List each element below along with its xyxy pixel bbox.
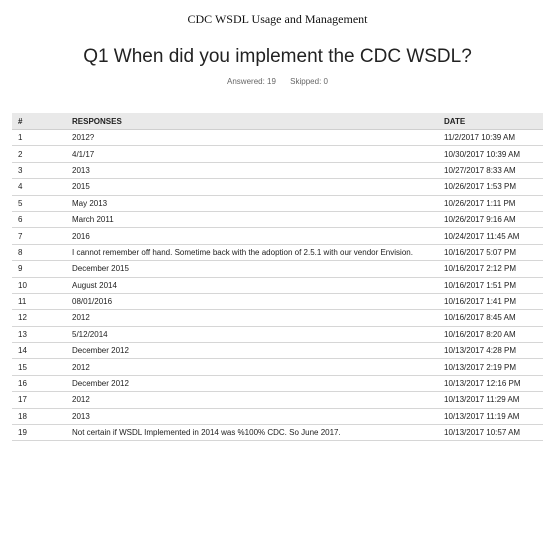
row-response: Not certain if WSDL Implemented in 2014 was %100% CDC. So June 2017. [66, 425, 438, 441]
table-row [12, 359, 543, 375]
row-date: 10/26/2017 1:11 PM [438, 195, 543, 211]
row-number: 19 [12, 425, 66, 441]
row-response: March 2011 [66, 211, 438, 227]
row-response: 2012? [66, 130, 438, 146]
table-row [12, 244, 543, 260]
table-row [12, 146, 543, 162]
row-response: 2015 [66, 179, 438, 195]
row-number: 4 [12, 179, 66, 195]
skipped-count: Skipped: 0 [290, 77, 328, 86]
table-row [12, 375, 543, 391]
row-response: December 2012 [66, 375, 438, 391]
table-row [12, 293, 543, 309]
row-response: I cannot remember off hand. Sometime back with the adoption of 2.5.1 with our vendor Envision. [66, 244, 438, 260]
row-number: 5 [12, 195, 66, 211]
row-number: 17 [12, 392, 66, 408]
row-number: 1 [12, 130, 66, 146]
row-response: 2012 [66, 392, 438, 408]
row-date: 10/26/2017 9:16 AM [438, 211, 543, 227]
row-date: 10/16/2017 8:45 AM [438, 310, 543, 326]
row-number: 8 [12, 244, 66, 260]
row-number: 16 [12, 375, 66, 391]
row-number: 13 [12, 326, 66, 342]
table-row [12, 277, 543, 293]
row-date: 10/16/2017 5:07 PM [438, 244, 543, 260]
row-response: 2016 [66, 228, 438, 244]
row-date: 10/24/2017 11:45 AM [438, 228, 543, 244]
row-date: 10/13/2017 12:16 PM [438, 375, 543, 391]
row-response: 4/1/17 [66, 146, 438, 162]
header-num: # [12, 113, 66, 130]
row-number: 14 [12, 343, 66, 359]
table-row [12, 211, 543, 227]
row-date: 10/27/2017 8:33 AM [438, 162, 543, 178]
row-date: 10/16/2017 1:51 PM [438, 277, 543, 293]
header-date: DATE [438, 113, 543, 130]
table-row [12, 343, 543, 359]
row-date: 10/30/2017 10:39 AM [438, 146, 543, 162]
document-title: CDC WSDL Usage and Management [187, 12, 368, 26]
row-date: 11/2/2017 10:39 AM [438, 130, 543, 146]
table-row [12, 162, 543, 178]
row-date: 10/13/2017 11:29 AM [438, 392, 543, 408]
row-response: 2013 [66, 162, 438, 178]
row-date: 10/13/2017 2:19 PM [438, 359, 543, 375]
row-number: 7 [12, 228, 66, 244]
row-response: 5/12/2014 [66, 326, 438, 342]
table-row [12, 130, 543, 146]
table-row [12, 425, 543, 441]
header-responses: RESPONSES [66, 113, 438, 130]
row-number: 10 [12, 277, 66, 293]
table-header-row [12, 113, 543, 130]
table-row [12, 326, 543, 342]
row-date: 10/13/2017 4:28 PM [438, 343, 543, 359]
row-response: 08/01/2016 [66, 293, 438, 309]
table-row [12, 310, 543, 326]
table-row [12, 195, 543, 211]
answered-count: Answered: 19 [227, 77, 276, 86]
row-response: December 2012 [66, 343, 438, 359]
row-date: 10/16/2017 2:12 PM [438, 261, 543, 277]
question-title: Q1 When did you implement the CDC WSDL? [83, 46, 472, 67]
row-response: 2012 [66, 310, 438, 326]
row-response: May 2013 [66, 195, 438, 211]
row-number: 2 [12, 146, 66, 162]
row-response: 2013 [66, 408, 438, 424]
row-number: 6 [12, 211, 66, 227]
row-number: 18 [12, 408, 66, 424]
row-number: 11 [12, 293, 66, 309]
row-response: December 2015 [66, 261, 438, 277]
row-date: 10/16/2017 8:20 AM [438, 326, 543, 342]
question-stats [0, 77, 555, 86]
table-row [12, 408, 543, 424]
table-row [12, 392, 543, 408]
table-row [12, 179, 543, 195]
table-row [12, 261, 543, 277]
table-row [12, 228, 543, 244]
row-date: 10/13/2017 10:57 AM [438, 425, 543, 441]
row-date: 10/16/2017 1:41 PM [438, 293, 543, 309]
row-response: August 2014 [66, 277, 438, 293]
row-number: 12 [12, 310, 66, 326]
row-number: 15 [12, 359, 66, 375]
row-date: 10/26/2017 1:53 PM [438, 179, 543, 195]
row-date: 10/13/2017 11:19 AM [438, 408, 543, 424]
row-number: 9 [12, 261, 66, 277]
responses-table [12, 113, 543, 441]
row-number: 3 [12, 162, 66, 178]
row-response: 2012 [66, 359, 438, 375]
